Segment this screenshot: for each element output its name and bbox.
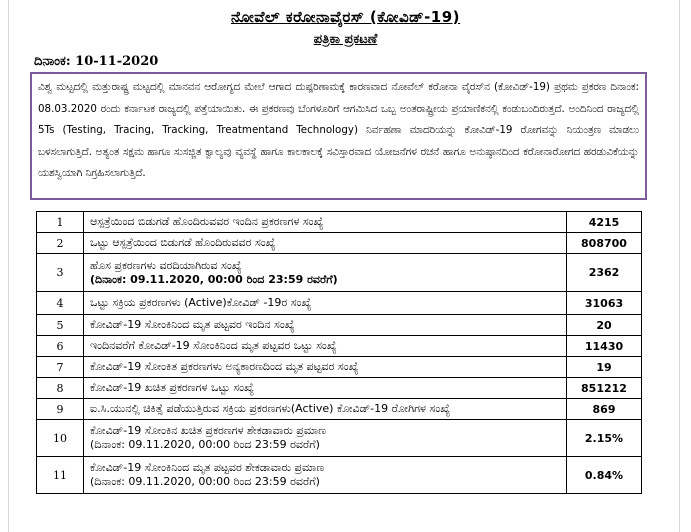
- row-label: ಆಸ್ಪತ್ರೆಯಿಂದ ಬಿಡುಗಡೆ ಹೊಂದಿರುವವರ ಇಂದಿನ ಪ್ರಕರಣಗಳ ಸಂಖ್ಯೆ: [90, 215, 324, 228]
- intro-paragraph: ವಿಶ್ವ ಮಟ್ಟದಲ್ಲಿ ಮತ್ತುರಾಷ್ಟ್ರ ಮಟ್ಟದಲ್ಲಿ ಮಾನವನ ಆರೋಗ್ಯದ ಮೇಲೆ ಆಗಾದ ದುಷ್ಪರಿಣಾಮಕ್ಕೆ ಕಾರಣವಾದ ನೋವೆಲ್ ಕರೋನಾ ವೈರಸ್‌ನ (ಕೋವಿಡ್-19) ಪ್ರಥಮ ಪ್ರಕರಣ ದಿನಾಂಕ: 08.03.2020 ರಂದು ಕರ್ನಾಟಕ ರಾಜ್ಯದಲ್ಲಿ ಪತ್ತೆಯಾಯಿತು. ಈ ಪ್ರಕರಣವು ಬೆಂಗಳೂರಿಗೆ ಆಗಮಿಸಿದ ಒಬ್ಬ ಅಂತರಾಷ್ಟ್ರೀಯ ಪ್ರಯಾಣಿಕನಲ್ಲಿ ಕಂಡುಬಂದಿರುತ್ತದೆ. ಅಂದಿನಿಂದ ರಾಜ್ಯದಲ್ಲಿ 5Ts (Testing, Tracing, Tracking, Treatmentand Technology) ನಿರ್ವಹಣಾ ಮಾದರಿಯನ್ನು ಕೋವಿಡ್-19 ರೋಗವನ್ನು ನಿಯಂತ್ರಣ ಮಾಡಲು ಬಳಸಲಾಗುತ್ತಿದೆ. ಅತ್ಯಂತ ಸಕ್ಷಮ ಹಾಗೂ ಸುಸಜ್ಜಿತ ಕ್ವಾಲ್ಯವು ವ್ಯವಸ್ಥೆ ಹಾಗೂ ಕಾಲಕಾಲಕ್ಕೆ ಸವಿಸ್ತಾರವಾದ ಯೋಜನೆಗಳ ರಚನೆ ಹಾಗೂ ಅನುಷ್ಠಾನದಿಂದ ಕರೋನಾರೋಗದ ಹರಡುವಿಕೆಯನ್ನು ಯಶಸ್ವಿಯಾಗಿ ನಿಗ್ರಹಿಸಲಾಗುತ್ತಿದೆ.: [30, 72, 647, 200]
- table-row: [37, 292, 642, 315]
- table-row: [37, 233, 642, 254]
- row-label-cell: [84, 315, 567, 336]
- row-value: 0.84%: [567, 457, 642, 494]
- row-number: 4: [37, 292, 84, 315]
- table-row: [37, 399, 642, 420]
- row-label: ಕೋವಿಡ್-19 ಸೋಂಕಿನಿಂದ ಮೃತ ಪಟ್ಟವರ ಶೇಕಡಾವಾರು ಪ್ರಮಾಣ: [90, 461, 325, 474]
- row-number: 9: [37, 399, 84, 420]
- table-row: [37, 457, 642, 494]
- table-row: [37, 420, 642, 457]
- row-label-cell: [84, 457, 567, 494]
- row-value: 4215: [567, 212, 642, 233]
- row-label-cell: [84, 233, 567, 254]
- row-number: 6: [37, 336, 84, 357]
- table-row: [37, 212, 642, 233]
- row-number: 5: [37, 315, 84, 336]
- row-number: 8: [37, 378, 84, 399]
- table-row: [37, 378, 642, 399]
- row-label: ಕೋವಿಡ್-19 ಸೋಂಕಿನ ಖಚಿತ ಪ್ರಕರಣಗಳ ಶೇಕಡಾವಾರು ಪ್ರಮಾಣ: [90, 424, 326, 437]
- row-value: 2.15%: [567, 420, 642, 457]
- row-label: ಕೋವಿಡ್-19 ಸೋಂಕಿನಿಂದ ಮೃತ ಪಟ್ಟವರ ಇಂದಿನ ಸಂಖ್ಯೆ: [90, 318, 295, 331]
- row-value: 869: [567, 399, 642, 420]
- row-number: 10: [37, 420, 84, 457]
- row-value: 31063: [567, 292, 642, 315]
- row-value: 851212: [567, 378, 642, 399]
- table-row: [37, 254, 642, 292]
- row-date-range: (ದಿನಾಂಕ: 09.11.2020, 00:00 ರಿಂದ 23:59 ರವರೆಗೆ): [90, 438, 320, 451]
- stats-table: [36, 211, 642, 494]
- page-subtitle: ಪತ್ರಿಕಾ ಪ್ರಕಟಣೆ: [313, 32, 378, 47]
- row-number: 1: [37, 212, 84, 233]
- row-label-cell: [84, 292, 567, 315]
- row-label-cell: [84, 378, 567, 399]
- row-label: ಐ.ಸಿ.ಯುನಲ್ಲಿ ಚಿಕಿತ್ಸೆ ಪಡೆಯುತ್ತಿರುವ ಸಕ್ರಿಯ ಪ್ರಕರಣಗಳು(Active) ಕೋವಿಡ್-19 ರೋಗಿಗಳ ಸಂಖ್ಯೆ: [90, 402, 451, 415]
- row-label: ಹೊಸ ಪ್ರಕರಣಗಳು ವರದಿಯಾಗಿರುವ ಸಂಖ್ಯೆ: [90, 258, 242, 272]
- row-value: 808700: [567, 233, 642, 254]
- row-date-range: (ದಿನಾಂಕ: 09.11.2020, 00:00 ರಿಂದ 23:59 ರವರೆಗೆ): [90, 272, 338, 286]
- row-date-range: (ದಿನಾಂಕ: 09.11.2020, 00:00 ರಿಂದ 23:59 ರವರೆಗೆ): [90, 475, 320, 488]
- row-label-cell: [84, 420, 567, 457]
- row-label-cell: [84, 336, 567, 357]
- row-number: 2: [37, 233, 84, 254]
- row-label-cell: [84, 399, 567, 420]
- table-row: [37, 357, 642, 378]
- row-label: ಇಂದಿನವರೆಗೆ ಕೋವಿಡ್-19 ಸೋಂಕಿನಿಂದ ಮೃತ ಪಟ್ಟವರ ಒಟ್ಟು ಸಂಖ್ಯೆ: [90, 339, 337, 352]
- table-row: [37, 315, 642, 336]
- row-label-cell: [84, 357, 567, 378]
- row-value: 20: [567, 315, 642, 336]
- row-label: ಒಟ್ಟು ಸಕ್ರಿಯ ಪ್ರಕರಣಗಳು (Active)ಕೋವಿಡ್ -19ರ ಸಂಖ್ಯೆ: [90, 296, 312, 309]
- table-row: [37, 336, 642, 357]
- page-title: ನೋವೆಲ್ ಕರೋನಾವೈರಸ್ (ಕೋವಿಡ್-19): [230, 8, 461, 26]
- row-label: ಒಟ್ಟು ಆಸ್ಪತ್ರೆಯಿಂದ ಬಿಡುಗಡೆ ಹೊಂದಿರುವವರ ಸಂಖ್ಯೆ: [90, 236, 276, 249]
- row-label: ಕೋವಿಡ್-19 ಸೋಂಕಿತ ಪ್ರಕರಣಗಳು ಅನ್ಯಕಾರಣದಿಂದ ಮೃತ ಪಟ್ಟವರ ಸಂಖ್ಯೆ: [90, 360, 359, 373]
- row-value: 19: [567, 357, 642, 378]
- row-label-cell: [84, 254, 567, 292]
- row-number: 7: [37, 357, 84, 378]
- row-value: 2362: [567, 254, 642, 292]
- date-label: ದಿನಾಂಕ: 10-11-2020: [34, 54, 159, 69]
- row-label-cell: [84, 212, 567, 233]
- row-number: 3: [37, 254, 84, 292]
- row-value: 11430: [567, 336, 642, 357]
- row-label: ಕೋವಿಡ್-19 ಖಚಿತ ಪ್ರಕರಣಗಳ ಒಟ್ಟು ಸಂಖ್ಯೆ: [90, 381, 254, 394]
- row-number: 11: [37, 457, 84, 494]
